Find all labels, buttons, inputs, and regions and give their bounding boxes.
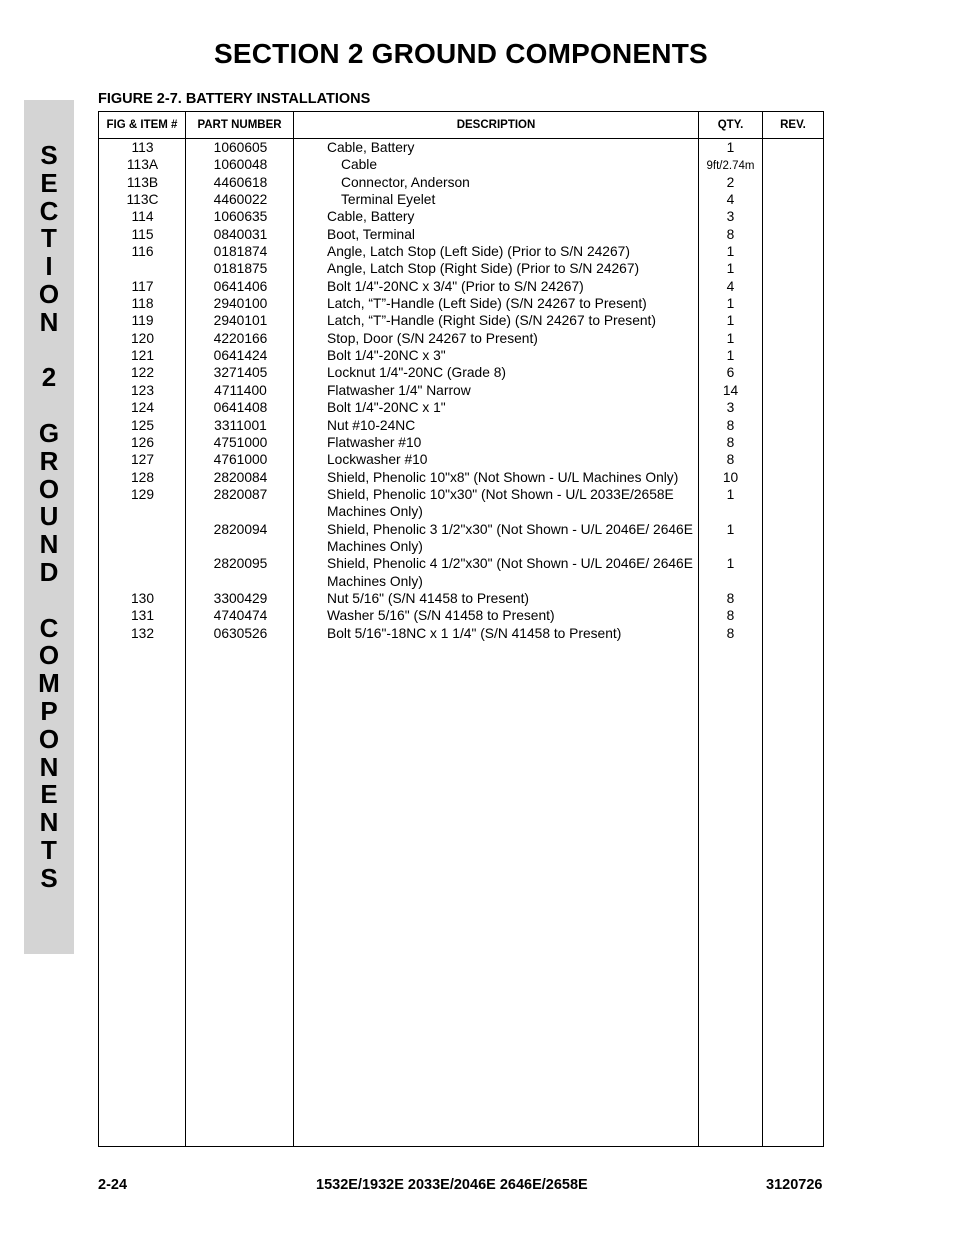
table-row [99,260,823,277]
page-number: 2-24 [98,1177,128,1193]
part-number: 4460022 [213,192,268,208]
part-number: 2820087 [213,486,268,502]
item-number: 114 [131,209,154,225]
quantity: 8 [726,608,735,624]
quantity: 1 [726,140,735,155]
part-number: 3271405 [213,365,268,381]
part-number: 2820094 [213,521,268,537]
description: Flatwasher #10 [327,434,422,450]
header-part-number: PART NUMBER [197,119,282,131]
side-tab-letter: O [38,640,60,671]
quantity: 8 [726,434,735,450]
item-number: 113 [131,140,154,155]
quantity: 4 [726,278,735,294]
quantity: 1 [726,330,735,346]
item-number: 125 [130,417,155,433]
side-tab-letter: P [40,695,58,726]
description: Bolt 1/4"-20NC x 3" [327,348,446,364]
side-tab-letter: O [38,723,60,754]
quantity: 6 [726,365,735,381]
table-row [99,469,823,486]
table-row [99,364,823,381]
document-number: 3120726 [766,1177,823,1193]
quantity: 1 [726,521,735,537]
part-number: 0630526 [213,625,268,641]
table-row [99,312,823,329]
description: Connector, Anderson [341,174,470,190]
table-row [99,295,823,312]
table-row [99,278,823,295]
model-numbers: 1532E/1932E 2033E/2046E 2646E/2658E [316,1177,588,1193]
description: Shield, Phenolic 10"x8" (Not Shown - U/L Machines Only) [327,469,679,485]
side-tab-letter: T [41,223,57,254]
side-tab-letter: S [40,140,58,170]
item-number: 117 [131,278,154,294]
table-row [99,590,823,607]
side-tab-letter: C [39,195,59,226]
table-row [99,330,823,347]
section-title: SECTION 2 GROUND COMPONENTS [214,38,708,69]
part-number: 2940101 [213,313,268,329]
side-tab-letter: 2 [41,362,57,393]
quantity: 3 [726,209,735,225]
side-tab-letter: T [41,834,57,865]
quantity: 8 [726,226,735,242]
part-number: 1060048 [213,157,268,173]
description: Latch, “T”-Handle (Left Side) (S/N 24267 to Present) [327,296,647,312]
quantity: 4 [726,192,735,208]
table-row [99,555,823,590]
description: Cable [341,157,378,173]
quantity: 14 [722,382,739,398]
item-number: 113C [126,192,159,208]
description: Bolt 1/4"-20NC x 1" [327,400,446,416]
description: Stop, Door (S/N 24267 to Present) [327,330,538,346]
side-tab-letter: N [39,529,59,560]
description: Shield, Phenolic 10"x30" (Not Shown - U/L 2033E/2658E Machines Only) [327,486,674,520]
description: Cable, Battery [327,209,415,225]
item-number: 116 [131,244,154,260]
side-tab-letter: N [39,807,59,838]
header-qty: QTY. [717,119,744,131]
table-row [99,451,823,468]
description: Bolt 5/16"-18NC x 1 1/4" (S/N 41458 to Present) [327,625,622,641]
quantity: 1 [726,348,735,364]
parts-table [98,111,824,1147]
part-number: 4751000 [213,434,268,450]
side-tab-letter: S [40,862,58,893]
part-number: 0181875 [213,261,268,277]
table-row [99,382,823,399]
part-number: 2820095 [213,556,268,572]
item-number: 118 [131,296,154,312]
quantity: 1 [726,556,735,572]
item-number: 130 [130,590,155,606]
table-row [99,347,823,364]
item-number: 129 [130,486,155,502]
part-number: 3300429 [213,590,268,606]
table-row [99,486,823,521]
item-number: 113B [126,174,159,190]
part-number: 0641408 [213,400,268,416]
side-tab-letter: I [45,251,53,282]
header-item: FIG & ITEM # [106,119,178,131]
side-tab-letter: C [39,612,59,643]
item-number: 127 [130,452,155,468]
part-number: 1060635 [213,209,268,225]
item-number: 119 [131,313,154,329]
part-number: 2940100 [213,296,268,312]
quantity: 9ft/2.74m [706,160,755,173]
item-number: 126 [130,434,155,450]
quantity: 1 [726,313,735,329]
item-number: 123 [130,382,155,398]
quantity: 3 [726,400,735,416]
side-tab-letter: N [39,751,59,782]
table-row [99,226,823,243]
item-number: 128 [130,469,155,485]
description: Washer 5/16" (S/N 41458 to Present) [327,608,555,624]
description: Nut 5/16" (S/N 41458 to Present) [327,590,529,606]
side-tab-letter: U [39,501,59,532]
description: Locknut 1/4"-20NC (Grade 8) [327,365,506,381]
table-row [99,521,823,556]
table-row [99,399,823,416]
quantity: 2 [726,174,735,190]
description: Flatwasher 1/4" Narrow [327,382,471,398]
side-tab-letter: E [40,167,58,198]
item-number: 122 [130,365,155,381]
part-number: 4761000 [213,452,268,468]
quantity: 1 [726,261,735,277]
item-number: 124 [130,400,155,416]
figure-title: FIGURE 2-7. BATTERY INSTALLATIONS [98,91,371,107]
quantity: 8 [726,452,735,468]
part-number: 1060605 [213,140,268,155]
item-number: 113A [126,157,159,173]
description: Cable, Battery [327,140,415,155]
side-tab-letter: G [38,417,60,448]
quantity: 8 [726,417,735,433]
description: Boot, Terminal [327,226,415,242]
table-body [99,139,823,642]
part-number: 3311001 [214,417,267,433]
side-tab-letter: D [39,556,59,587]
table-row [99,191,823,208]
section-side-tab [24,100,74,954]
table-row [99,607,823,624]
description: Shield, Phenolic 3 1/2"x30" (Not Shown - U/L 2046E/ 2646E Machines Only) [327,521,693,554]
quantity: 1 [726,296,735,312]
header-rev: REV. [780,119,806,131]
quantity: 10 [722,469,739,485]
part-number: 4711400 [214,382,267,398]
table-row [99,243,823,260]
description: Angle, Latch Stop (Left Side) (Prior to S/N 24267) [327,244,630,260]
quantity: 8 [726,590,735,606]
table-row [99,174,823,191]
part-number: 0181874 [213,244,268,260]
table-row [99,139,823,156]
table-row [99,417,823,434]
description: Angle, Latch Stop (Right Side) (Prior to S/N 24267) [327,261,640,277]
table-row [99,434,823,451]
table-row [99,625,823,642]
part-number: 0641424 [213,348,268,364]
side-tab-letter: O [38,278,60,309]
part-number: 4740474 [213,608,268,624]
side-tab-letter: O [38,473,60,504]
item-number: 131 [130,608,155,624]
part-number: 2820084 [213,469,268,485]
side-tab-letter: E [40,779,58,810]
description: Lockwasher #10 [327,452,428,468]
item-number: 121 [130,348,155,364]
table-row [99,156,823,173]
item-number: 120 [130,330,155,346]
table-row [99,208,823,225]
side-tab-letter: N [39,306,59,337]
side-tab-letter: M [38,668,60,699]
item-number: 115 [131,226,154,242]
part-number: 0641406 [213,278,268,294]
part-number: 4220166 [213,330,268,346]
item-number: 132 [130,625,155,641]
description: Latch, “T”-Handle (Right Side) (S/N 24267 to Present) [327,313,656,329]
quantity: 1 [726,244,735,260]
side-tab-letter: R [39,445,59,476]
header-description: DESCRIPTION [456,119,536,131]
description: Bolt 1/4"-20NC x 3/4" (Prior to S/N 24267) [327,278,584,294]
description: Terminal Eyelet [341,192,436,208]
part-number: 0840031 [213,226,268,242]
quantity: 1 [726,486,735,502]
description: Nut #10-24NC [327,417,416,433]
part-number: 4460618 [213,174,268,190]
quantity: 8 [726,625,735,641]
description: Shield, Phenolic 4 1/2"x30" (Not Shown - U/L 2046E/ 2646E Machines Only) [327,556,693,589]
